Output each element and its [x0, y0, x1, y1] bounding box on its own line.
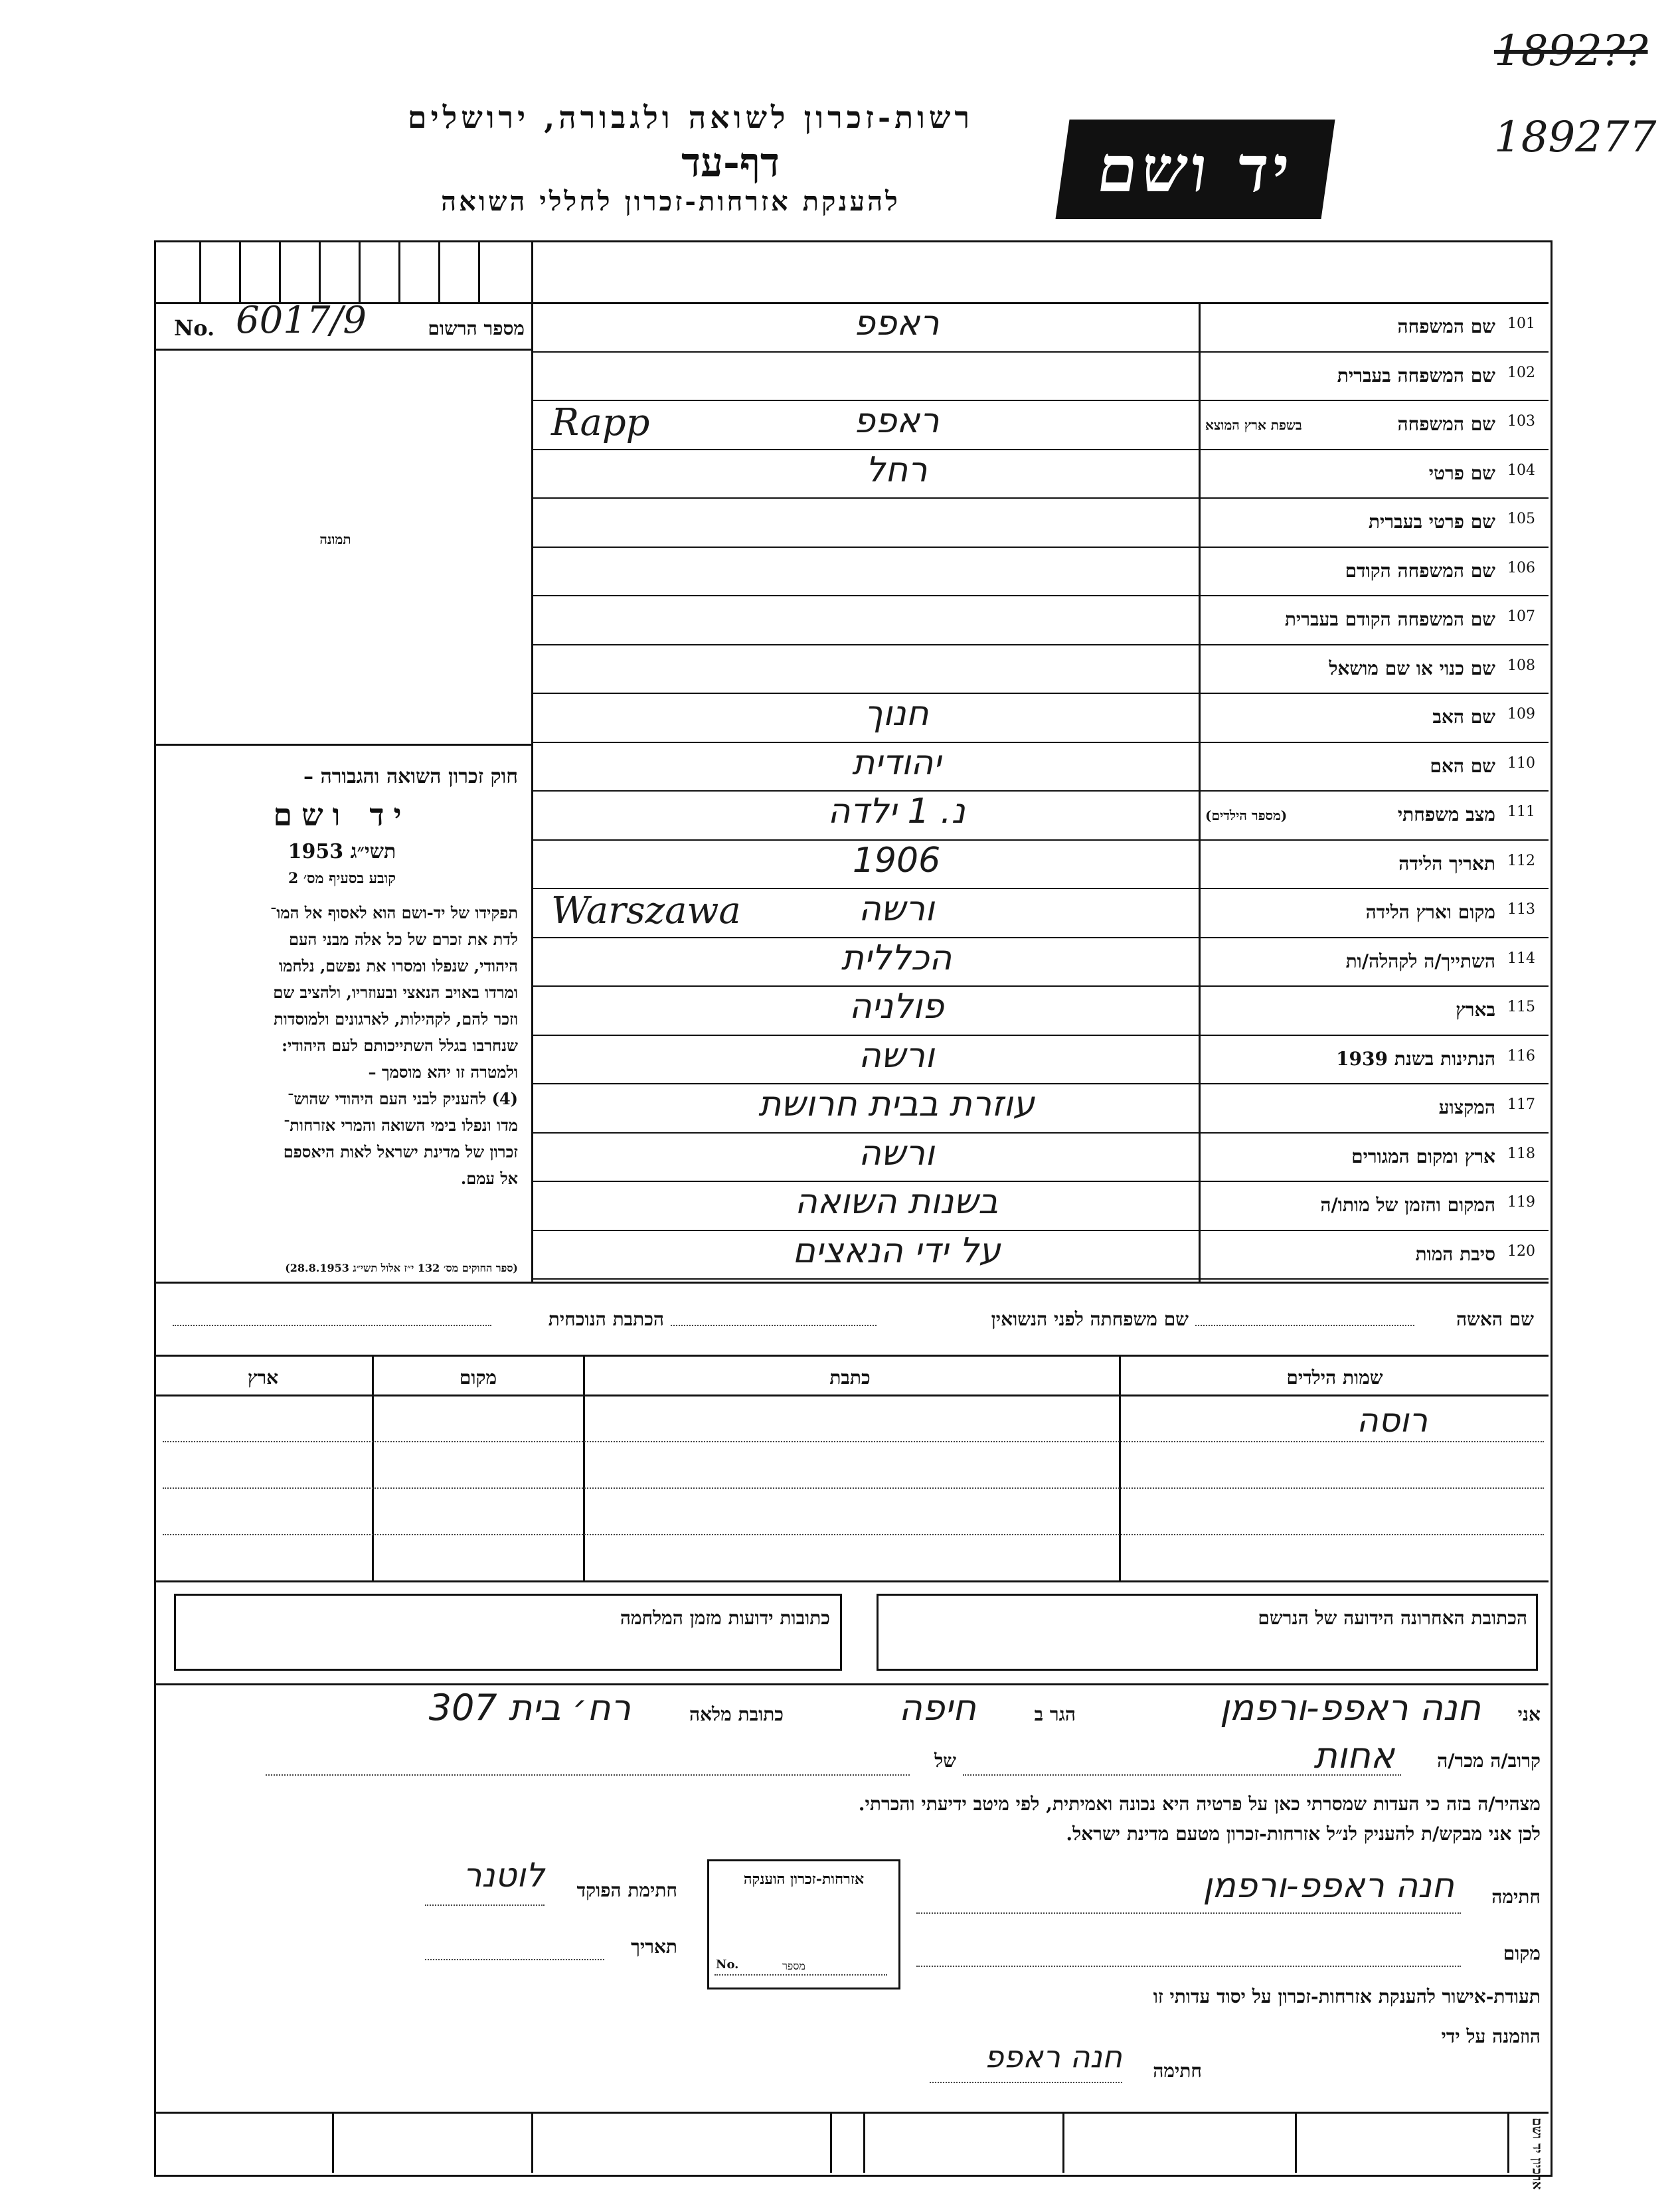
declarant-address[interactable]: רח׳ בית 307: [428, 1687, 631, 1729]
officer-signature-label: חתימת הפוקד: [576, 1879, 677, 1901]
field-number: 112: [1507, 853, 1535, 869]
statement-text: מצהיר/ה בזה כי העדות שמסרתי כאן על פרטיה היא נכונה ואמיתית, לפי מיטב ידיעתי והכרתי.: [858, 1793, 1541, 1815]
war-address-box[interactable]: [174, 1594, 842, 1671]
field-label: שם המשפחה: [1397, 413, 1495, 435]
field-label: המקצוע: [1438, 1096, 1495, 1118]
field-value-latin[interactable]: Warszawa: [551, 889, 741, 932]
wife-label: שם האשה: [1456, 1308, 1534, 1330]
field-label: בארץ: [1456, 999, 1495, 1021]
field-value[interactable]: ורשה: [858, 1036, 935, 1076]
field-value[interactable]: רחל: [865, 450, 928, 490]
field-number: 113: [1507, 901, 1535, 918]
field-number: 106: [1507, 560, 1535, 576]
field-number: 104: [1507, 462, 1535, 479]
declarant-label: אני: [1517, 1703, 1541, 1725]
law-text: [166, 900, 518, 1192]
field-label: שם המשפחה הקודם: [1345, 560, 1495, 582]
field-label: שם פרטי בעברית: [1368, 511, 1495, 533]
law-line: שנחרבו בגלל השתייכותם לעם היהודי:: [282, 1036, 518, 1055]
law-line: מדו ונפלו בימי השואה והמרי אזרחות־: [284, 1116, 518, 1135]
field-number: 110: [1507, 755, 1535, 772]
field-label: ארץ ומקום המגורים: [1351, 1145, 1495, 1167]
law-name: יד ושם: [273, 797, 411, 833]
stamp-num-label: מספר: [782, 1960, 805, 1972]
field-number: 109: [1507, 706, 1535, 722]
children-country-header: ארץ: [247, 1367, 279, 1389]
field-label: שם האב: [1432, 706, 1495, 728]
certificate-line-2: הוזמנה על ידי: [1441, 2025, 1541, 2047]
field-label: שם האם: [1430, 755, 1495, 777]
field-label: תאריך הלידה: [1398, 853, 1495, 875]
archive-side-stamp: ארכיון יד ושם: [1529, 2118, 1546, 2190]
law-title: חוק זכרון השואה והגבורה –: [303, 765, 518, 788]
field-number: 116: [1507, 1048, 1535, 1064]
current-address-label: הכתבת הנוכחית: [548, 1308, 664, 1330]
photo-label: תמונה: [319, 531, 351, 547]
field-value[interactable]: ורשה: [858, 889, 935, 929]
certificate-signature-label: חתימה: [1153, 2060, 1202, 2082]
field-number: 118: [1507, 1145, 1535, 1162]
law-line: היהודי, שנפלו ומסרו את נפשם, נלחמו: [278, 956, 518, 975]
field-number: 119: [1507, 1194, 1535, 1211]
declarant-name[interactable]: חנה ראפפ-ורפמן: [1219, 1687, 1481, 1729]
stamp-title: אזרחות-זכרון הוענקה: [743, 1871, 865, 1888]
child-name: רוסה: [1357, 1401, 1428, 1440]
field-label: השתייך/ה לקהלה/ות: [1345, 950, 1495, 972]
current-address-field[interactable]: [173, 1325, 491, 1326]
field-number: 107: [1507, 608, 1535, 625]
field-value[interactable]: ראפפ: [853, 303, 940, 343]
field-value[interactable]: ראפפ: [853, 401, 940, 441]
field-label: שם המשפחה בעברית: [1337, 365, 1495, 386]
law-line: וזכר להם, לקהילות, לארגונים ולמוסדות: [274, 1009, 518, 1029]
stamp-no: No.: [716, 1958, 739, 1972]
field-value[interactable]: נ. 1 ילדה: [827, 792, 966, 831]
field-label: שם פרטי: [1428, 462, 1495, 484]
field-value[interactable]: על ידי הנאצים: [792, 1231, 1001, 1271]
field-label: המקום והזמן של מותו/ה: [1320, 1194, 1495, 1216]
field-number: 114: [1507, 950, 1535, 967]
field-number: 108: [1507, 657, 1535, 674]
field-value[interactable]: ורשה: [858, 1134, 935, 1173]
law-footer: (ספר החוקים מס׳ 132 י״ז אלול תשי״ג 28.8.1953): [285, 1262, 518, 1274]
field-number: 105: [1507, 511, 1535, 527]
children-address-header: כתבת: [829, 1367, 871, 1389]
wife-field[interactable]: [1195, 1325, 1414, 1326]
field-number: 115: [1507, 999, 1535, 1015]
field-value-latin[interactable]: Rapp: [551, 401, 650, 444]
field-label: הנתינות בשנת 1939: [1336, 1048, 1495, 1070]
form-title: דף-עד: [681, 139, 780, 186]
request-text: לכן אני מבקש/ת להעניק לנ״ל אזרחות-זכרון מטעם מדינת ישראל.: [1066, 1823, 1541, 1845]
law-line: תפקידו של יד-ושם הוא לאסוף אל המו־: [270, 903, 518, 922]
officer-signature: לוטנר: [463, 1856, 545, 1895]
maiden-name-label: שם משפחתה לפני הנשואין: [991, 1308, 1189, 1330]
declarant-city[interactable]: חיפה: [898, 1687, 976, 1729]
field-number: 103: [1507, 413, 1535, 430]
maiden-name-field[interactable]: [671, 1325, 877, 1326]
law-year: תשי״ג 1953: [288, 840, 396, 863]
relative-label: קרוב/ה מכר/ה: [1437, 1750, 1541, 1772]
last-address-label: הכתובת האחרונה הידועה של הנרשם: [1258, 1607, 1527, 1629]
field-label: שם המשפחה הקודם בעברית: [1284, 608, 1495, 630]
children-place-header: מקום: [459, 1367, 497, 1389]
law-line: לדת את זכרם של כל אלה מבני העם: [289, 930, 518, 949]
field-label: סיבת המות: [1415, 1243, 1495, 1265]
children-names-header: שמות הילדים: [1286, 1367, 1383, 1389]
declarant-signature[interactable]: חנה ראפפ-ורפמן: [1203, 1866, 1454, 1906]
last-address-box[interactable]: [877, 1594, 1538, 1671]
certificate-signature: חנה ראפפ: [984, 2039, 1122, 2074]
yad-vashem-logo: יד ושם: [1055, 120, 1335, 219]
field-label-note: (מספר הילדים): [1205, 807, 1288, 823]
certificate-line-1: תעודת-אישור להענקת אזרחות-זכרון על יסוד עדותי זו: [1153, 1986, 1541, 2007]
resides-label: הגר ב: [1034, 1703, 1076, 1725]
crossed-number: 1892??: [1494, 27, 1648, 76]
field-number: 117: [1507, 1096, 1535, 1113]
field-label: מקום וארץ הלידה: [1365, 901, 1495, 923]
law-line: זכרון של מדינת ישראל לאות היאספם: [283, 1142, 518, 1161]
field-value[interactable]: חנוך: [864, 694, 929, 734]
form-subtitle: להענקת אזרחות-זכרון לחללי השואה: [441, 186, 900, 217]
signature-label: חתימה: [1491, 1886, 1541, 1908]
field-number: 102: [1507, 365, 1535, 381]
full-address-label: כתובת מלאה: [689, 1703, 784, 1725]
of-label: של: [934, 1750, 956, 1772]
registration-number: 6017/9: [236, 299, 367, 342]
archive-number: 189277: [1494, 113, 1657, 162]
field-label-note: בשפת ארץ המוצא: [1205, 417, 1302, 433]
field-value[interactable]: פולניה: [849, 987, 944, 1027]
war-address-label: כתובות ידועות מזמן המלחמה: [620, 1607, 830, 1629]
relation-value[interactable]: אחות: [1313, 1734, 1394, 1776]
field-label: שם כנוי או שם מושאל: [1329, 657, 1495, 679]
field-value[interactable]: יהודית: [852, 743, 941, 783]
law-line: ומרדו באויב הנאצי ובעוזריו, ולהציב שם: [273, 983, 518, 1002]
field-value[interactable]: בשנות השואה: [794, 1182, 999, 1222]
field-value[interactable]: 1906: [852, 841, 941, 881]
field-number: 120: [1507, 1243, 1535, 1260]
law-line: אל עמם.: [460, 1169, 518, 1188]
field-label: מצב משפחתי: [1397, 803, 1495, 825]
field-value[interactable]: עוזרת בבית חרושת: [758, 1084, 1035, 1124]
registration-label: מספר הרשום: [428, 317, 525, 339]
authority-title: רשות-זכרון לשואה ולגבורה, ירושלים: [407, 100, 974, 135]
field-number: 101: [1507, 315, 1535, 332]
law-line: ולמטרה זו יהא מוסמך –: [368, 1062, 518, 1082]
law-section: קובע בסעיף מס׳ 2: [288, 870, 396, 887]
field-number: 111: [1507, 803, 1535, 820]
field-value[interactable]: הכללית: [841, 938, 952, 978]
citizenship-stamp: [707, 1859, 900, 1989]
field-label: שם המשפחה: [1397, 315, 1495, 337]
law-line: (4) להעניק לבני העם היהודי שהוש־: [288, 1089, 518, 1108]
registration-no-label: No.: [174, 315, 215, 341]
place-label: מקום: [1503, 1942, 1541, 1964]
date-label: תאריך: [631, 1936, 677, 1958]
